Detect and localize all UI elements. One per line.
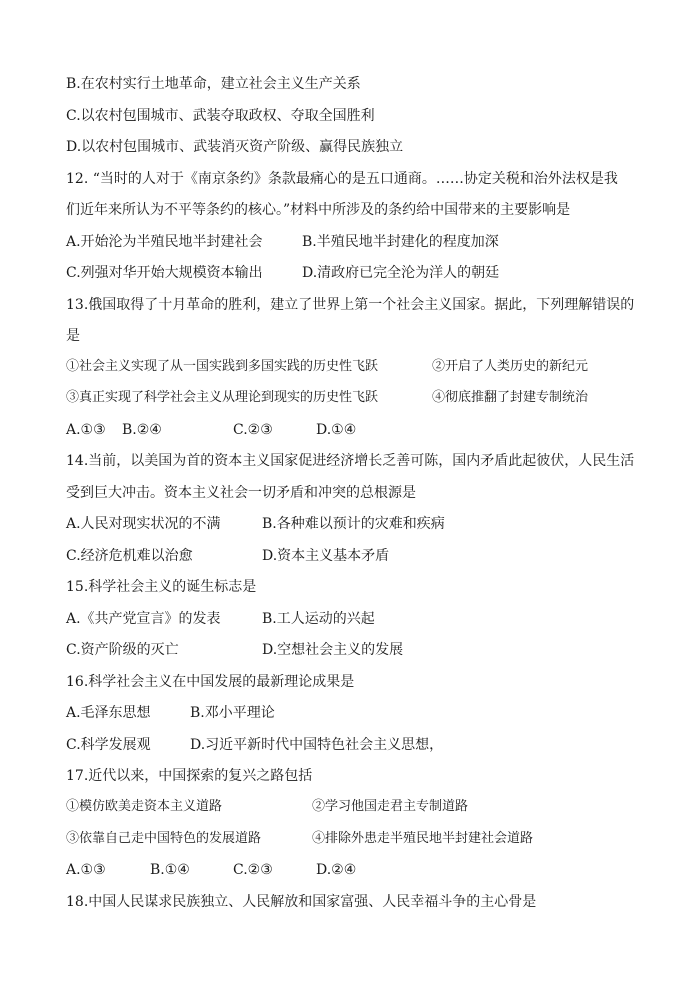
q13-stem-line1: 13.俄国取得了十月革命的胜利，建立了世界上第一个社会主义国家。据此，下列理解错误的 — [66, 297, 635, 313]
q16-option-c: C.科学发展观 — [66, 737, 151, 753]
q17-statement-2: ②学习他国走君主专制道路 — [312, 799, 469, 814]
q14-options-row2 — [66, 546, 390, 566]
q12-options-row2 — [66, 263, 500, 283]
q16-option-b: B.邓小平理论 — [190, 705, 275, 721]
q12-option-a: A.开始沦为半殖民地半封建社会 — [66, 234, 263, 250]
q16-option-a: A.毛泽东思想 — [66, 705, 151, 721]
q16-options-row2 — [66, 735, 444, 755]
q15-options-row2 — [66, 640, 404, 660]
q17-statement-3: ③依靠自己走中国特色的发展道路 — [66, 831, 262, 846]
q11-option-b: B.在农村实行土地革命，建立社会主义生产关系 — [66, 76, 361, 92]
q16-option-d: D.习近平新时代中国特色社会主义思想， — [190, 737, 444, 753]
q17-option-a: A.①③ — [66, 862, 106, 878]
q13-statement-3: ③真正实现了科学社会主义从理论到现实的历史性飞跃 — [66, 390, 379, 405]
q13-option-c: C.②③ — [233, 422, 273, 438]
q14-options-row1 — [66, 514, 445, 534]
q17-statement-1: ①模仿欧美走资本主义道路 — [66, 799, 223, 814]
q16-stem: 16.科学社会主义在中国发展的最新理论成果是 — [66, 674, 355, 690]
q12-stem-line2: 们近年来所认为不平等条约的核心。”材料中所涉及的条约给中国带来的主要影响是 — [66, 202, 571, 218]
q12-option-d: D.清政府已完全沦为洋人的朝廷 — [302, 265, 500, 281]
q12-option-b: B.半殖民地半封建化的程度加深 — [302, 234, 499, 250]
q11-option-c: C.以农村包围城市、武装夺取政权、夺取全国胜利 — [66, 108, 375, 124]
q17-stem: 17.近代以来，中国探索的复兴之路包括 — [66, 768, 313, 784]
q13-statements-row2 — [66, 388, 589, 408]
q15-option-d: D.空想社会主义的发展 — [262, 642, 404, 658]
q12-options-row1 — [66, 232, 499, 252]
q11-option-d: D.以农村包围城市、武装消灭资产阶级、赢得民族独立 — [66, 139, 404, 155]
q17-option-c: C.②③ — [233, 862, 273, 878]
q12-stem-line1: 12. “当时的人对于《南京条约》条款最痛心的是五口通商。……协定关税和治外法权是我 — [66, 171, 618, 187]
q18-stem: 18.中国人民谋求民族独立、人民解放和国家富强、人民幸福斗争的主心骨是 — [66, 894, 537, 910]
q13-option-d: D.①④ — [316, 422, 357, 438]
q13-statement-4: ④彻底推翻了封建专制统治 — [432, 390, 589, 405]
q17-option-b: B.①④ — [150, 862, 190, 878]
q13-statements-row1 — [66, 357, 589, 377]
q13-statement-1: ①社会主义实现了从一国实践到多国实践的历史性飞跃 — [66, 359, 379, 374]
q15-option-c: C.资产阶级的灭亡 — [66, 642, 179, 658]
q14-stem-line1: 14.当前，以美国为首的资本主义国家促进经济增长乏善可陈，国内矛盾此起彼伏，人民生活 — [66, 453, 635, 469]
q15-option-a: A.《共产党宣言》的发表 — [66, 611, 221, 627]
q17-statement-4: ④排除外患走半殖民地半封建社会道路 — [312, 831, 534, 846]
q14-stem-line2: 受到巨大冲击。资本主义社会一切矛盾和冲突的总根源是 — [66, 485, 416, 501]
q12-option-c: C.列强对华开始大规模资本输出 — [66, 265, 263, 281]
q15-stem: 15.科学社会主义的诞生标志是 — [66, 579, 257, 595]
q15-options-row1 — [66, 609, 375, 629]
q17-statements-row2 — [66, 829, 534, 849]
q17-option-d: D.②④ — [316, 862, 357, 878]
q13-stem-line2: 是 — [66, 328, 80, 344]
q16-options-row1 — [66, 703, 275, 723]
q13-option-b: B.②④ — [122, 422, 162, 438]
q13-option-a: A.①③ — [66, 422, 106, 438]
q13-statement-2: ②开启了人类历史的新纪元 — [432, 359, 589, 374]
q17-options — [66, 860, 357, 880]
q13-options — [66, 420, 357, 440]
q15-option-b: B.工人运动的兴起 — [262, 611, 375, 627]
q14-option-a: A.人民对现实状况的不满 — [66, 516, 221, 532]
q14-option-c: C.经济危机难以治愈 — [66, 548, 193, 564]
q17-statements-row1 — [66, 797, 469, 817]
q14-option-d: D.资本主义基本矛盾 — [262, 548, 390, 564]
q14-option-b: B.各种难以预计的灾难和疾病 — [262, 516, 445, 532]
